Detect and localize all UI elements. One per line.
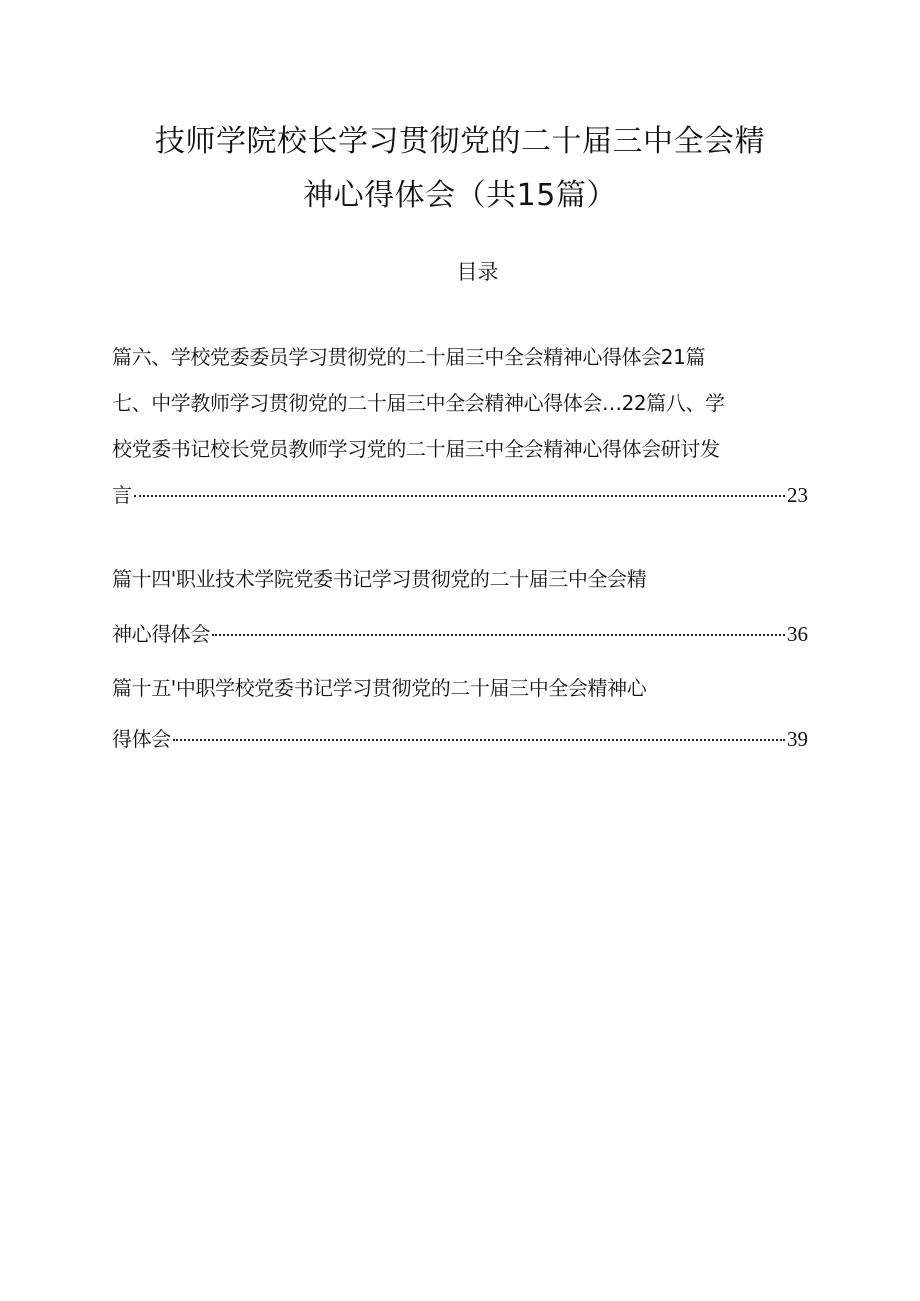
toc-line[interactable]: 校党委书记校长党员教师学习党的二十届三中全会精神心得体会研讨发 bbox=[112, 437, 720, 461]
document-title-line-1: 技师学院校长学习贯彻党的二十届三中全会精 bbox=[155, 124, 765, 159]
toc-entry-text: 神心得体会 bbox=[112, 622, 210, 646]
dot-leader bbox=[212, 634, 785, 636]
toc-line[interactable]: 七、中学教师学习贯彻党的二十届三中全会精神心得体会…22篇八、学 bbox=[112, 391, 725, 415]
toc-entry-14-title[interactable]: 篇十四'职业技术学院党委书记学习贯彻党的二十届三中全会精 bbox=[112, 567, 647, 591]
toc-entry-15-title[interactable]: 篇十五'中职学校党委书记学习贯彻党的二十届三中全会精神心 bbox=[112, 676, 647, 700]
toc-line[interactable]: 篇六、学校党委委员学习贯彻党的二十届三中全会精神心得体会21篇 bbox=[112, 345, 706, 369]
toc-heading: 目录 bbox=[456, 260, 499, 284]
toc-page-number: 36 bbox=[787, 622, 808, 646]
toc-entry-text: 言 bbox=[112, 483, 132, 507]
dot-leader bbox=[134, 495, 785, 497]
dot-leader bbox=[173, 739, 785, 741]
document-title-line-2: 神心得体会（共15篇） bbox=[303, 178, 617, 213]
toc-entry-row[interactable] bbox=[112, 725, 808, 753]
toc-entry-text: 得体会 bbox=[112, 727, 171, 751]
toc-entry-row[interactable] bbox=[112, 481, 808, 509]
toc-page-number: 39 bbox=[787, 727, 808, 751]
toc-page-number: 23 bbox=[787, 483, 808, 507]
toc-entry-row[interactable] bbox=[112, 620, 808, 648]
